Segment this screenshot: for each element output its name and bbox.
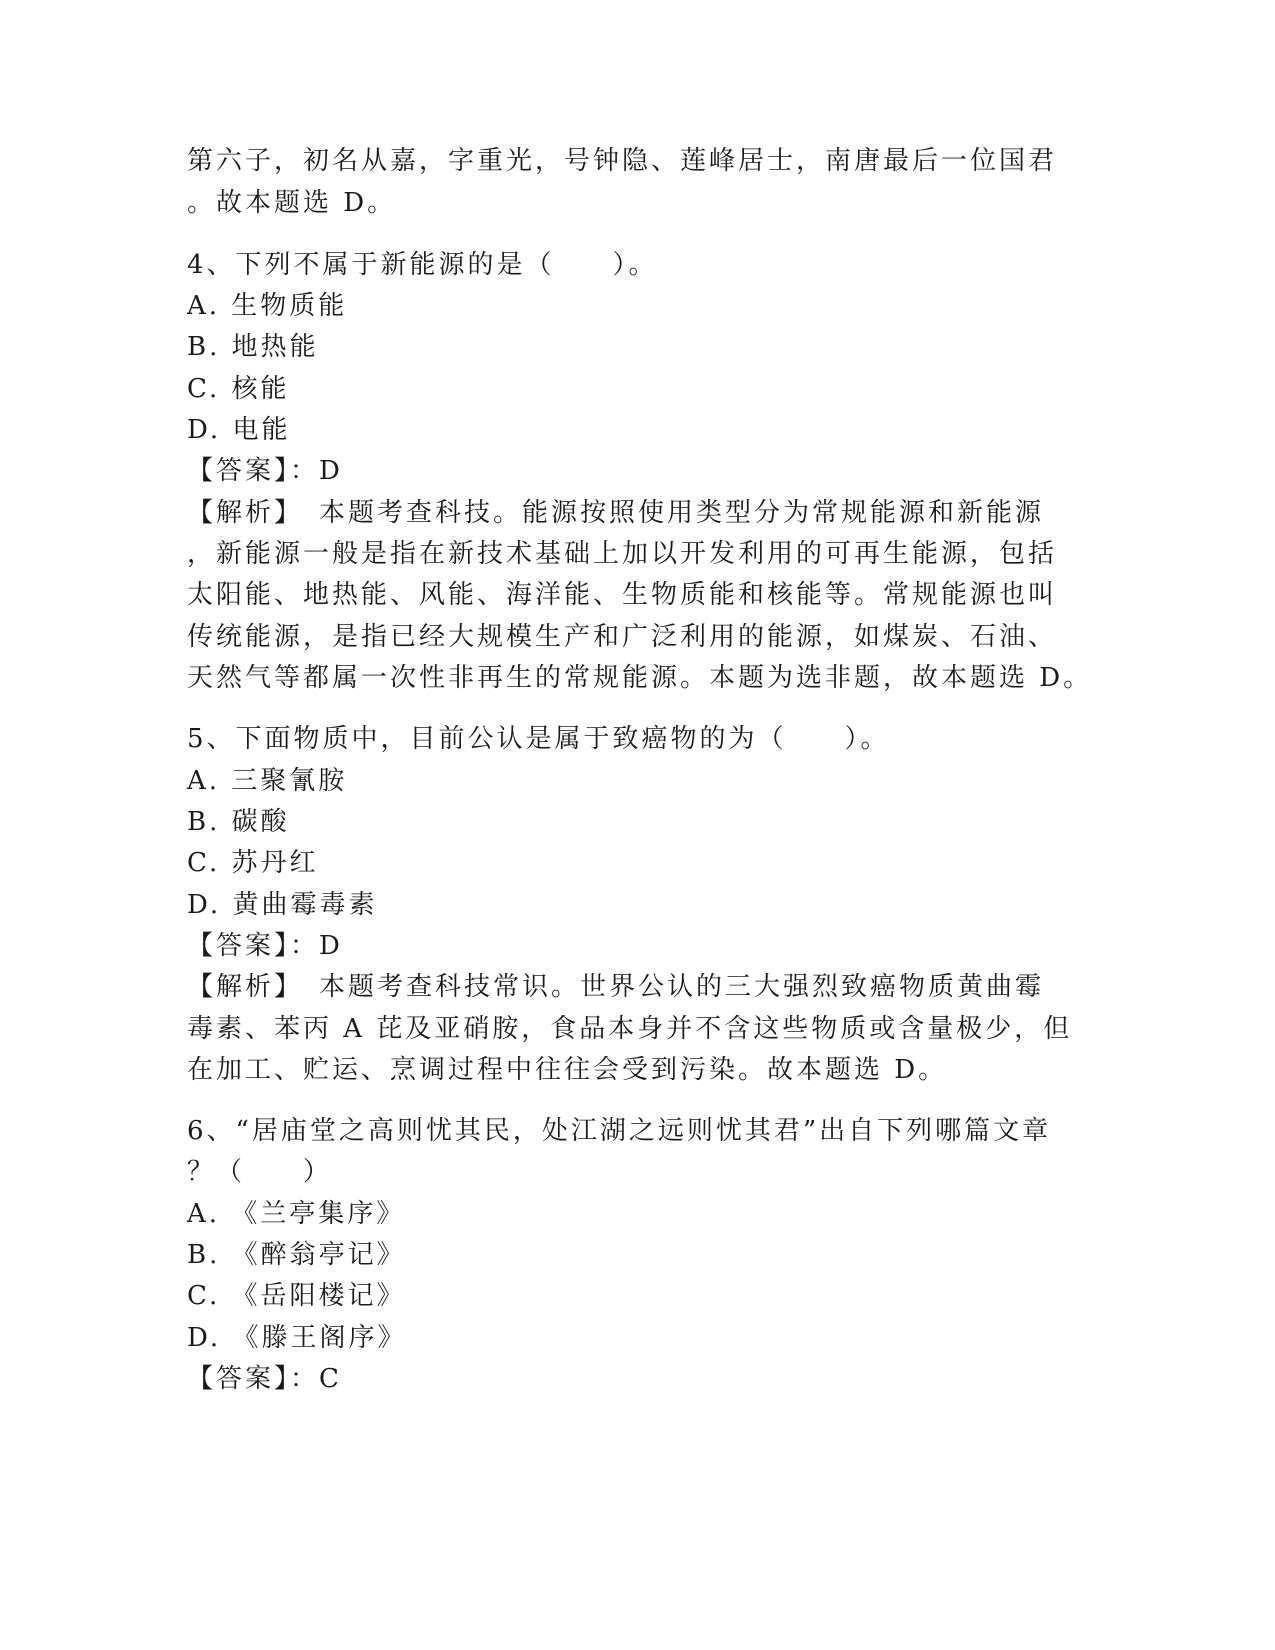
answer-line: 【答案】：C <box>187 1364 342 1394</box>
intro-text-line: 第六子，初名从嘉，字重光，号钟隐、莲峰居士，南唐最后一位国君 <box>187 146 1058 176</box>
analysis-line: 传统能源，是指已经大规模生产和广泛利用的能源，如煤炭、石油、 <box>187 622 1058 652</box>
question-option: A. 三聚氰胺 <box>187 766 348 796</box>
answer-line: 【答案】：D <box>187 931 343 961</box>
analysis-line: ，新能源一般是指在新技术基础上加以开发利用的可再生能源，包括 <box>187 539 1058 569</box>
question-option: D. 《滕王阁序》 <box>187 1323 407 1353</box>
question-option: D. 黄曲霉毒素 <box>187 890 378 920</box>
question-option: C. 《岳阳楼记》 <box>187 1281 406 1311</box>
question-stem: 4、下列不属于新能源的是（ ）。 <box>187 250 658 280</box>
analysis-line: 太阳能、地热能、风能、海洋能、生物质能和核能等。常规能源也叫 <box>187 580 1058 610</box>
question-option: C. 核能 <box>187 374 290 404</box>
question-option: B. 碳酸 <box>187 807 290 837</box>
analysis-line: 【解析】 本题考查科技常识。世界公认的三大强烈致癌物质黄曲霉 <box>187 972 1045 1002</box>
answer-line: 【答案】：D <box>187 456 343 486</box>
question-option: B. 《醉翁亭记》 <box>187 1240 406 1270</box>
question-stem: ？（ ） <box>187 1157 333 1187</box>
intro-text-line: 。故本题选 D。 <box>187 188 397 218</box>
analysis-line: 在加工、贮运、烹调过程中往往会受到污染。故本题选 D。 <box>187 1055 948 1085</box>
analysis-line: 毒素、苯丙 A 芘及亚硝胺，食品本身并不含这些物质或含量极少，但 <box>187 1014 1073 1044</box>
question-stem: 5、下面物质中，目前公认是属于致癌物的为（ ）。 <box>187 724 890 754</box>
question-option: D. 电能 <box>187 415 291 445</box>
analysis-line: 天然气等都属一次性非再生的常规能源。本题为选非题，故本题选 D。 <box>187 663 1093 693</box>
question-stem: 6、“居庙堂之高则忧其民，处江湖之远则忧其君”出自下列哪篇文章 <box>187 1116 1052 1146</box>
question-option: C. 苏丹红 <box>187 848 319 878</box>
question-option: A. 生物质能 <box>187 291 348 321</box>
question-option: B. 地热能 <box>187 332 319 362</box>
analysis-line: 【解析】 本题考查科技。能源按照使用类型分为常规能源和新能源 <box>187 498 1045 528</box>
question-option: A. 《兰亭集序》 <box>187 1199 406 1229</box>
